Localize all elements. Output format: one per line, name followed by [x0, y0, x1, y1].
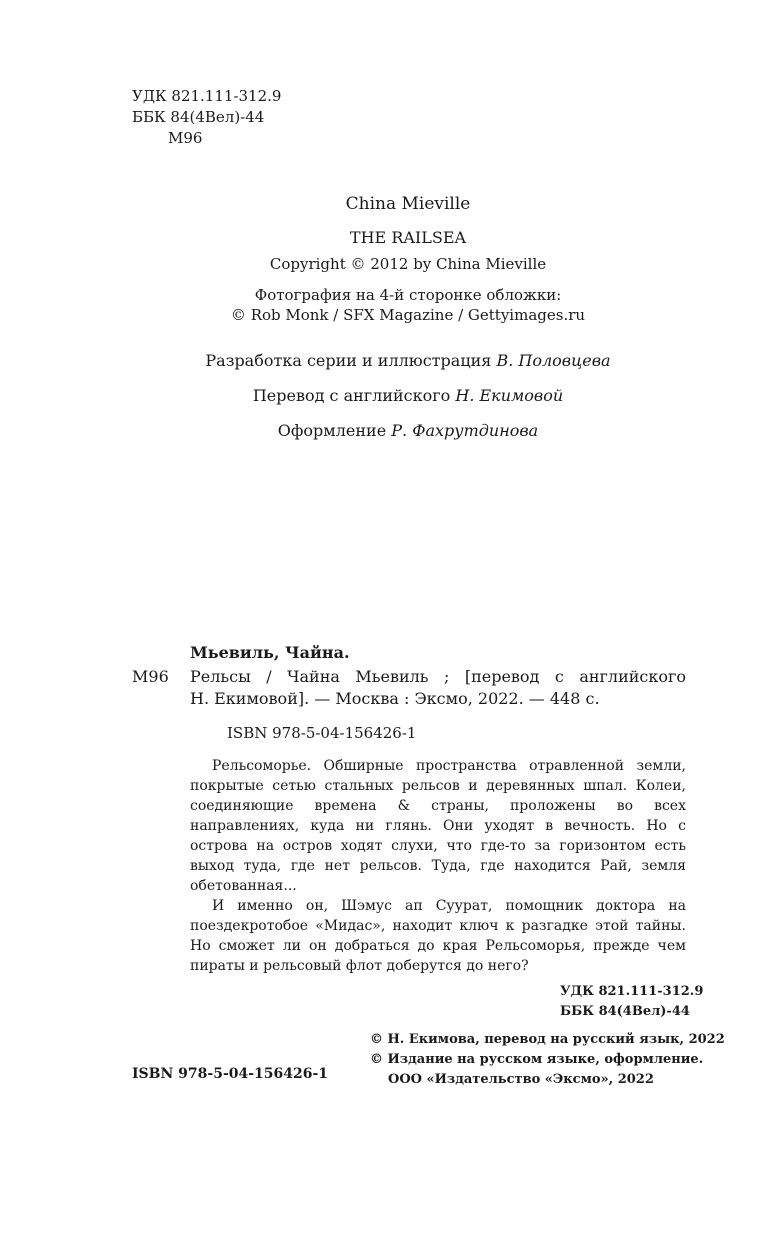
bbk-code: ББК 84(4Вел)-44	[132, 108, 265, 126]
design-name: Р. Фахрутдинова	[391, 421, 539, 440]
copyright-line-3: ООО «Издательство «Эксмо», 2022	[388, 1072, 654, 1087]
translation-name: Н. Екимовой	[455, 386, 564, 405]
annotation	[190, 756, 686, 976]
classification-udk: УДК 821.111-312.9	[560, 984, 704, 999]
photo-caption: Фотография на 4-й сторонке обложки:	[254, 286, 562, 304]
original-copyright: Copyright © 2012 by China Mieville	[269, 255, 547, 273]
annotation-paragraph-1: Рельсоморье. Обширные пространства отравленной земли, покрытые сетью стальных рельсов и деревянных шпал. Колеи, соединяющие времена & страны, проложены во всех направлениях, куда ни глянь. Они уходят в вечность. Но с острова на остров ходят слухи, что где-то за горизонтом есть выход туда, где нет рельсов. Туда, где находится Рай, земля обетованная...	[190, 758, 686, 894]
author-mark: М96	[168, 129, 203, 147]
original-author: China Mieville	[345, 194, 471, 214]
bib-line-1: Рельсы / Чайна Мьевиль ; [перевод с английского	[190, 667, 686, 686]
bib-mark: М96	[132, 667, 169, 686]
bib-line-2: Н. Екимовой]. — Москва : Эксмо, 2022. — 448 с.	[190, 689, 600, 708]
bib-isbn: ISBN 978-5-04-156426-1	[227, 724, 417, 742]
translation-credit	[0, 386, 768, 405]
classification-bbk: ББК 84(4Вел)-44	[560, 1004, 690, 1019]
series-credit	[0, 351, 768, 370]
design-credit	[0, 421, 768, 440]
original-title: THE RAILSEA	[349, 228, 467, 247]
design-label: Оформление	[277, 421, 387, 440]
photo-credit: © Rob Monk / SFX Magazine / Gettyimages.ru	[230, 306, 586, 324]
isbn-bottom: ISBN 978-5-04-156426-1	[132, 1066, 329, 1082]
header-codes	[132, 86, 281, 149]
annotation-paragraph-2: И именно он, Шэмус ап Суурат, помощник доктора на поездекротобое «Мидас», находит ключ к разгадке этой тайны. Но сможет ли он добраться до края Рельсоморья, прежде чем пираты и рельсовый флот доберутся до него?	[190, 898, 686, 974]
classification-codes	[560, 982, 703, 1022]
series-name: В. Половцева	[496, 351, 611, 370]
copyright-line-2: © Издание на русском языке, оформление.	[370, 1052, 704, 1067]
translation-label: Перевод с английского	[252, 386, 451, 405]
bib-heading: Мьевиль, Чайна.	[190, 643, 350, 662]
udk-code: УДК 821.111-312.9	[132, 87, 282, 105]
copyright-line-1: © Н. Екимова, перевод на русский язык, 2022	[370, 1032, 725, 1047]
series-label: Разработка серии и иллюстрация	[205, 351, 492, 370]
copyright-notices	[370, 1030, 725, 1090]
